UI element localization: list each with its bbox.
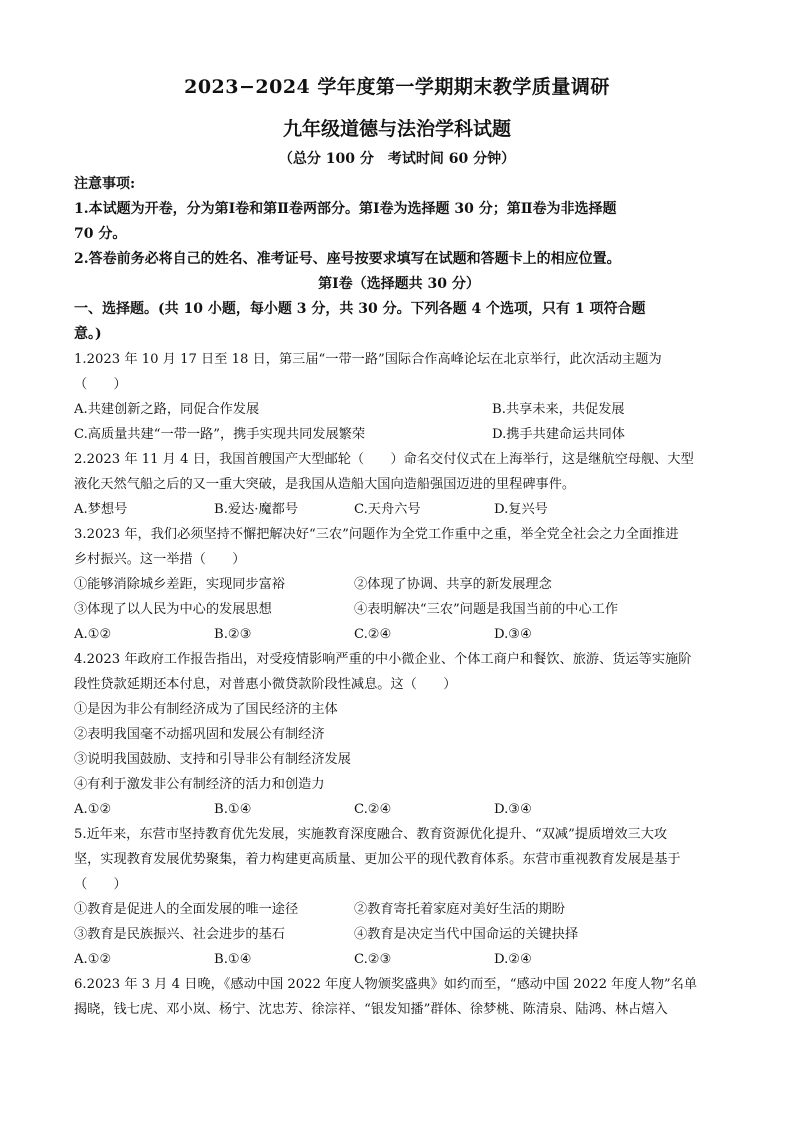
q5-statement-4: ④教育是决定当代中国命运的关键抉择: [354, 927, 579, 942]
q4-stem-line-2: 段性贷款延期还本付息，对普惠小微贷款阶段性减息。这（ ）: [74, 677, 457, 692]
q2-options: [74, 497, 724, 522]
q1-stem-line-1: 1.2023 年 10 月 17 日至 18 日，第三届“一带一路”国际合作高峰论坛在北京举行，此次活动主题为: [74, 352, 662, 367]
q2-stem-line-2: 液化天然气船之后的又一重大突破，是我国从造船大国向造船强国迈进的里程碑事件。: [74, 477, 576, 492]
q3-option-b: B.②③: [214, 627, 252, 642]
q4-option-a: A.①②: [74, 802, 112, 817]
q2-option-c: C.天舟六号: [354, 502, 421, 517]
q5-stem-line-3: （ ）: [74, 877, 127, 892]
q3-statement-2: ②体现了协调、共享的新发展理念: [354, 577, 552, 592]
q5-option-c: C.②③: [354, 952, 392, 967]
q5-stem-line-2: 坚，实现教育发展优势聚集，着力构建更高质量、更加公平的现代教育体系。东营市重视教育发展是基于: [74, 852, 681, 867]
part1-heading: 第Ⅰ卷（选择题共 30 分）: [318, 276, 480, 292]
q1-option-d: D.携手共建命运共同体: [492, 427, 625, 442]
q2-option-d: D.复兴号: [494, 502, 548, 517]
note-2: 2.答卷前务必将自己的姓名、准考证号、座号按要求填写在试题和答题卡上的相应位置。: [74, 251, 621, 267]
q3-option-c: C.②④: [354, 627, 392, 642]
q4-options: [74, 797, 724, 822]
exam-subject: 九年级道德与法治学科试题: [282, 118, 511, 140]
notes-heading: 注意事项:: [74, 176, 136, 192]
q4-option-d: D.③④: [494, 802, 532, 817]
part1-instructions-line-1: 一、选择题。(共 10 小题，每小题 3 分，共 30 分。下列各题 4 个选项，只有 1 项符合题: [74, 301, 646, 317]
q3-statements-row-2: [74, 597, 724, 622]
q1-option-b: B.共享未来，共促发展: [492, 402, 625, 417]
q2-option-a: A.梦想号: [74, 502, 128, 517]
q5-statement-2: ②教育寄托着家庭对美好生活的期盼: [354, 902, 565, 917]
q4-statement-2: ②表明我国毫不动摇巩固和发展公有制经济: [74, 727, 325, 742]
q1-option-a: A.共建创新之路，同促合作发展: [74, 402, 260, 417]
q5-option-a: A.①②: [74, 952, 112, 967]
q3-statement-4: ④表明解决“三农”问题是我国当前的中心工作: [354, 602, 619, 617]
q3-options: [74, 622, 724, 647]
q5-statements-row-2: [74, 922, 724, 947]
part1-instructions-line-2: 意。): [74, 326, 102, 342]
q6-stem-line-2: 揭晓，钱七虎、邓小岚、杨宁、沈忠芳、徐淙祥、“银发知播”群体、徐梦桃、陈清泉、陆鸿、林占熺入: [74, 1002, 668, 1017]
exam-body: [74, 172, 724, 1022]
q1-options-row-1: [74, 397, 724, 422]
q1-stem-line-2: （ ）: [74, 377, 127, 392]
q5-option-b: B.①④: [214, 952, 252, 967]
note-1-line-1: 1.本试题为开卷，分为第Ⅰ卷和第Ⅱ卷两部分。第Ⅰ卷为选择题 30 分；第Ⅱ卷为非选择题: [74, 201, 617, 217]
q4-stem-line-1: 4.2023 年政府工作报告指出，对受疫情影响严重的中小微企业、个体工商户和餐饮、旅游、货运等实施阶: [74, 652, 692, 667]
q4-statement-4: ④有利于激发非公有制经济的活力和创造力: [74, 777, 325, 792]
q5-statement-3: ③教育是民族振兴、社会进步的基石: [74, 927, 285, 942]
q1-options-row-2: [74, 422, 724, 447]
q2-option-b: B.爱达·魔都号: [214, 502, 299, 517]
q3-option-a: A.①②: [74, 627, 112, 642]
q1-option-c: C.高质量共建“一带一路”，携手实现共同发展繁荣: [74, 427, 366, 442]
q3-option-d: D.③④: [494, 627, 532, 642]
q6-stem-line-1: 6.2023 年 3 月 4 日晚，《感动中国 2022 年度人物颁奖盛典》如约而至，“感动中国 2022 年度人物”名单: [74, 977, 698, 992]
q3-statement-1: ①能够消除城乡差距，实现同步富裕: [74, 577, 285, 592]
q4-statement-3: ③说明我国鼓励、支持和引导非公有制经济发展: [74, 752, 351, 767]
q4-option-c: C.②④: [354, 802, 392, 817]
q4-statement-1: ①是因为非公有制经济成为了国民经济的主体: [74, 702, 338, 717]
q2-stem-line-1: 2.2023 年 11 月 4 日，我国首艘国产大型邮轮（ ）命名交付仪式在上海举行，这是继航空母舰、大型: [74, 452, 694, 467]
q3-statements-row-1: [74, 572, 724, 597]
exam-meta: （总分 100 分 考试时间 60 分钟）: [278, 151, 516, 167]
q5-stem-line-1: 5.近年来，东营市坚持教育优先发展，实施教育深度融合、教育资源优化提升、“双减”提质增效三大攻: [74, 827, 668, 842]
q3-stem-line-1: 3.2023 年，我们必须坚持不懈把解决好“三农”问题作为全党工作重中之重，举全党全社会之力全面推进: [74, 527, 679, 542]
exam-title: 2023−2024 学年度第一学期期末教学质量调研: [184, 76, 610, 98]
q5-options: [74, 947, 724, 972]
q5-statements-row-1: [74, 897, 724, 922]
note-1-line-2: 70 分。: [74, 226, 127, 242]
q4-option-b: B.①④: [214, 802, 252, 817]
q5-option-d: D.②④: [494, 952, 532, 967]
q3-statement-3: ③体现了以人民为中心的发展思想: [74, 602, 272, 617]
q5-statement-1: ①教育是促进人的全面发展的唯一途径: [74, 902, 299, 917]
q3-stem-line-2: 乡村振兴。这一举措（ ）: [74, 552, 246, 567]
